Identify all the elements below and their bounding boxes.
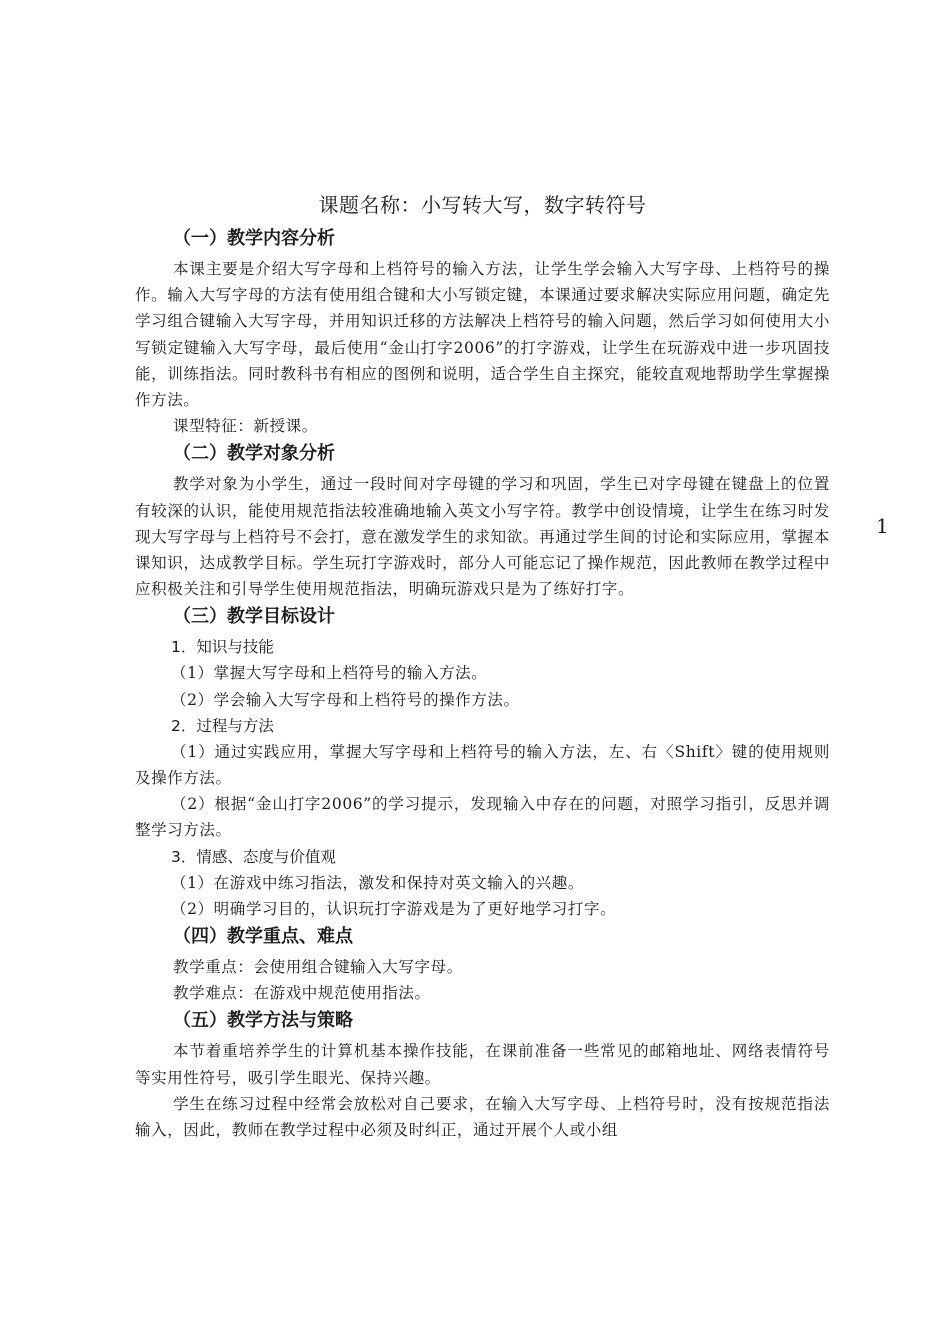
list-item: （2）根据“金山打字2006”的学习提示，发现输入中存在的问题，对照学习指引，反思并调整学习方法。: [135, 795, 830, 840]
list-item: （1）掌握大写字母和上档符号的输入方法。: [171, 664, 488, 683]
document-page: [135, 190, 830, 1143]
lesson-title: 课题名称：小写转大写，数字转符号: [318, 193, 647, 217]
list-item: （1）在游戏中练习指法，激发和保持对英文输入的兴趣。: [171, 873, 584, 892]
section-heading-key-points: （四）教学重点、难点: [173, 926, 353, 948]
section-heading-teaching-goals: （三）教学目标设计: [173, 606, 335, 628]
section-heading-content-analysis: （一）教学内容分析: [173, 228, 335, 249]
paragraph: 学生在练习过程中经常会放松对自己要求，在输入大写字母、上档符号时，没有按规范指法输入，因此，教师在教学过程中必须及时纠正，通过开展个人或小组: [135, 1094, 830, 1140]
page-number: 1: [876, 514, 889, 538]
section-heading-student-analysis: （二）教学对象分析: [173, 443, 335, 465]
list-item: （2）明确学习目的，认识玩打字游戏是为了更好地学习打字。: [171, 899, 617, 918]
list-item: （2）学会输入大写字母和上档符号的操作方法。: [171, 690, 520, 709]
sub-heading-knowledge-skills: 1．知识与技能: [171, 638, 274, 657]
sub-heading-emotion-values: 3．情感、态度与价值观: [171, 847, 336, 866]
paragraph: 教学难点：在游戏中规范使用指法。: [173, 984, 431, 1003]
paragraph: 教学对象为小学生，通过一段时间对字母键的学习和巩固，学生已对字母键在键盘上的位置有较深的认识，能使用规范指法较准确地输入英文小写字符。教学中创设情境，让学生在练习时发现大写字母与上档符号不会打，意在激发学生的求知欲。再通过学生间的讨论和实际应用，掌握本课知识，达成教学目标。学生玩打字游戏时，部分人可能忘记了操作规范，因此教师在教学过程中应积极关注和引导学生使用规范指法，明确玩游戏只是为了练好打字。: [135, 475, 830, 599]
paragraph: 教学重点：会使用组合键输入大写字母。: [173, 958, 463, 977]
sub-heading-process-methods: 2．过程与方法: [171, 716, 274, 735]
paragraph: 本课主要是介绍大写字母和上档符号的输入方法，让学生学会输入大写字母、上档符号的操作。输入大写字母的方法有使用组合键和大小写锁定键，本课通过要求解决实际应用问题，确定先学习组合键输入大写字母，并用知识迁移的方法解决上档符号的输入问题，然后学习如何使用大小写锁定键输入大写字母，最后使用“金山打字2006”的打字游戏，让学生在玩游戏中进一步巩固技能，训练指法。同时教科书有相应的图例和说明，适合学生自主探究，能较直观地帮助学生掌握操作方法。: [135, 260, 830, 410]
section-heading-methods-strategies: （五）教学方法与策略: [173, 1010, 353, 1032]
paragraph: 本节着重培养学生的计算机基本操作技能，在课前准备一些常见的邮箱地址、网络表情符号等实用性符号，吸引学生眼光、保持兴趣。: [135, 1042, 830, 1087]
paragraph: 课型特征：新授课。: [173, 417, 318, 436]
list-item: （1）通过实践应用，掌握大写字母和上档符号的输入方法，左、右〈Shift〉键的使用规则及操作方法。: [135, 742, 830, 788]
